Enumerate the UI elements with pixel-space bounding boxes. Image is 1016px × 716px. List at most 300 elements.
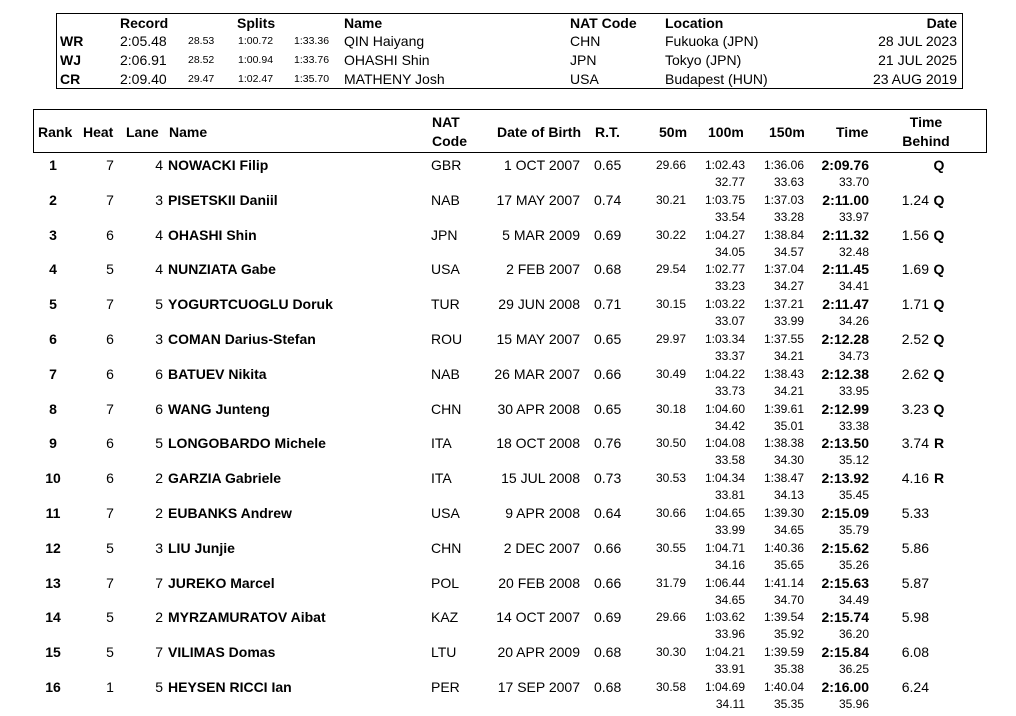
result-heat: 7 bbox=[106, 400, 114, 417]
result-nat: JPN bbox=[431, 226, 458, 243]
result-lane: 2 bbox=[155, 470, 163, 487]
result-split-d150: 35.65 bbox=[773, 557, 804, 572]
result-rt: 0.65 bbox=[594, 331, 622, 347]
result-row bbox=[33, 540, 987, 575]
result-heat: 5 bbox=[106, 644, 114, 661]
result-time: 2:15.74 bbox=[821, 609, 869, 626]
result-q: R bbox=[933, 435, 945, 452]
result-m100: 1:04.34 bbox=[704, 471, 745, 486]
result-dob: 2 DEC 2007 bbox=[503, 539, 580, 556]
result-time: 2:13.92 bbox=[821, 470, 869, 487]
result-q: R bbox=[933, 470, 945, 487]
result-name: JUREKO Marcel bbox=[168, 574, 275, 591]
result-behind: 5.98 bbox=[901, 609, 929, 626]
result-row bbox=[33, 679, 987, 714]
record-row bbox=[57, 32, 962, 51]
header-name: Name bbox=[169, 124, 208, 140]
result-time: 2:15.62 bbox=[821, 539, 869, 556]
result-m50: 30.30 bbox=[655, 645, 686, 660]
result-q: Q bbox=[933, 331, 945, 347]
result-split-d200: 35.96 bbox=[838, 697, 869, 711]
record-time: 2:05.48 bbox=[120, 33, 167, 49]
result-m50: 30.50 bbox=[655, 436, 686, 451]
result-m50: 29.54 bbox=[655, 262, 686, 277]
result-split-d200: 35.12 bbox=[838, 453, 869, 468]
records-header-splits: Splits bbox=[237, 15, 276, 31]
record-s3: 1:35.70 bbox=[294, 73, 330, 85]
result-time: 2:12.38 bbox=[821, 365, 869, 382]
result-name: MYRZAMURATOV Aibat bbox=[168, 609, 326, 626]
header-dob: Date of Birth bbox=[497, 124, 581, 140]
result-row bbox=[33, 609, 987, 644]
result-time: 2:15.63 bbox=[821, 574, 869, 591]
result-nat: NAB bbox=[431, 191, 460, 208]
result-rank: 16 bbox=[45, 679, 61, 695]
result-behind: 2.52 bbox=[901, 331, 929, 347]
result-lane: 5 bbox=[155, 296, 163, 313]
result-heat: 7 bbox=[106, 574, 114, 591]
result-nat: USA bbox=[431, 261, 460, 278]
header-time-behind-2: Behind bbox=[902, 133, 950, 149]
header-150m: 150m bbox=[769, 124, 805, 140]
result-time: 2:11.32 bbox=[822, 226, 869, 243]
result-rank: 15 bbox=[45, 644, 61, 661]
result-time: 2:12.99 bbox=[821, 400, 869, 417]
result-m150: 1:40.04 bbox=[763, 680, 804, 694]
result-m150: 1:39.30 bbox=[763, 506, 804, 520]
record-name: OHASHI Shin bbox=[344, 52, 430, 68]
result-nat: ITA bbox=[431, 470, 452, 487]
result-lane: 4 bbox=[155, 157, 163, 173]
record-row bbox=[57, 70, 962, 89]
result-m100: 1:04.27 bbox=[704, 227, 745, 242]
result-dob: 15 MAY 2007 bbox=[496, 331, 580, 347]
result-split-d150: 33.99 bbox=[773, 314, 804, 329]
result-m100: 1:04.60 bbox=[704, 401, 745, 416]
record-location: Tokyo (JPN) bbox=[665, 52, 742, 68]
result-m100: 1:04.69 bbox=[704, 680, 745, 694]
result-m50: 29.66 bbox=[655, 610, 686, 625]
result-name: HEYSEN RICCI Ian bbox=[168, 679, 292, 695]
record-time: 2:09.40 bbox=[120, 71, 167, 87]
result-heat: 7 bbox=[106, 505, 114, 521]
result-m50: 31.79 bbox=[655, 575, 686, 590]
result-split-d200: 33.95 bbox=[838, 383, 869, 398]
record-name: QIN Haiyang bbox=[344, 33, 425, 49]
result-dob: 2 FEB 2007 bbox=[506, 261, 580, 278]
result-q: Q bbox=[933, 261, 945, 278]
result-split-d100: 34.42 bbox=[714, 418, 745, 433]
result-split-d100: 33.07 bbox=[714, 314, 745, 329]
result-m150: 1:37.55 bbox=[763, 332, 804, 346]
result-split-d200: 34.41 bbox=[838, 279, 869, 294]
result-row bbox=[33, 227, 987, 262]
header-50m: 50m bbox=[659, 124, 688, 140]
result-nat: PER bbox=[431, 679, 460, 695]
result-m50: 29.66 bbox=[655, 158, 686, 172]
result-row bbox=[33, 575, 987, 610]
result-heat: 7 bbox=[106, 296, 114, 313]
result-split-d150: 35.01 bbox=[773, 418, 804, 433]
result-lane: 5 bbox=[155, 679, 163, 695]
result-behind: 6.08 bbox=[901, 644, 929, 661]
result-split-d150: 34.57 bbox=[773, 244, 804, 259]
result-behind: 5.86 bbox=[901, 539, 929, 556]
result-m150: 1:40.36 bbox=[763, 540, 804, 555]
result-lane: 3 bbox=[155, 191, 163, 208]
records-header-location: Location bbox=[665, 15, 724, 31]
result-dob: 18 OCT 2008 bbox=[496, 435, 580, 452]
result-m100: 1:04.21 bbox=[704, 645, 745, 660]
result-m150: 1:37.21 bbox=[763, 297, 804, 312]
record-date: 21 JUL 2025 bbox=[878, 52, 957, 68]
result-rt: 0.76 bbox=[594, 435, 622, 452]
result-q: Q bbox=[933, 400, 945, 417]
result-row bbox=[33, 470, 987, 505]
result-behind: 1.71 bbox=[901, 296, 929, 313]
result-rt: 0.66 bbox=[594, 539, 622, 556]
record-location: Budapest (HUN) bbox=[665, 71, 768, 87]
result-rt: 0.68 bbox=[594, 644, 622, 661]
result-m150: 1:39.61 bbox=[763, 401, 804, 416]
result-m50: 30.55 bbox=[655, 540, 686, 555]
record-date: 23 AUG 2019 bbox=[872, 71, 957, 87]
result-rank: 5 bbox=[49, 296, 57, 313]
result-behind: 2.62 bbox=[901, 365, 929, 382]
result-behind: 1.69 bbox=[901, 261, 929, 278]
result-row bbox=[33, 261, 987, 296]
result-dob: 9 APR 2008 bbox=[505, 505, 580, 521]
header-time-behind-1: Time bbox=[909, 114, 943, 130]
result-m100: 1:04.22 bbox=[704, 366, 745, 381]
records-header-date: Date bbox=[926, 15, 957, 31]
result-split-d200: 34.49 bbox=[838, 592, 869, 607]
record-s2: 1:00.94 bbox=[238, 54, 274, 66]
result-split-d100: 33.73 bbox=[714, 383, 745, 398]
result-split-d100: 33.99 bbox=[714, 523, 745, 537]
result-nat: ITA bbox=[431, 435, 452, 452]
result-rt: 0.65 bbox=[594, 157, 622, 173]
result-rt: 0.65 bbox=[594, 400, 622, 417]
result-name: LONGOBARDO Michele bbox=[168, 435, 326, 452]
records-header-nat: NAT Code bbox=[570, 15, 637, 31]
result-m100: 1:06.44 bbox=[704, 575, 745, 590]
result-split-d200: 33.97 bbox=[838, 209, 869, 224]
result-nat: TUR bbox=[431, 296, 460, 313]
result-split-d200: 35.79 bbox=[838, 523, 869, 537]
result-heat: 5 bbox=[106, 261, 114, 278]
record-nat: CHN bbox=[570, 33, 601, 49]
result-m50: 30.58 bbox=[655, 680, 686, 694]
result-split-d100: 33.91 bbox=[714, 662, 745, 677]
result-q: Q bbox=[933, 296, 945, 313]
result-split-d200: 32.48 bbox=[838, 244, 869, 259]
result-split-d150: 35.38 bbox=[773, 662, 804, 677]
result-m100: 1:04.08 bbox=[704, 436, 745, 451]
result-time: 2:11.00 bbox=[822, 191, 869, 208]
result-split-d100: 33.54 bbox=[714, 209, 745, 224]
result-rank: 12 bbox=[45, 539, 61, 556]
result-split-d150: 34.70 bbox=[773, 592, 804, 607]
result-split-d150: 34.27 bbox=[773, 279, 804, 294]
result-row bbox=[33, 644, 987, 679]
record-name: MATHENY Josh bbox=[344, 71, 445, 87]
record-code: WR bbox=[60, 33, 84, 49]
result-split-d100: 33.23 bbox=[714, 279, 745, 294]
result-split-d150: 34.65 bbox=[773, 523, 804, 537]
header-code: Code bbox=[432, 133, 467, 149]
result-rank: 10 bbox=[45, 470, 61, 487]
result-m100: 1:03.62 bbox=[704, 610, 745, 625]
result-dob: 29 JUN 2008 bbox=[498, 296, 580, 313]
result-heat: 6 bbox=[106, 435, 114, 452]
result-dob: 26 MAR 2007 bbox=[494, 365, 580, 382]
result-m150: 1:41.14 bbox=[763, 575, 804, 590]
record-s3: 1:33.36 bbox=[294, 35, 330, 47]
result-m50: 30.66 bbox=[655, 506, 686, 520]
record-s1: 28.53 bbox=[188, 35, 215, 47]
result-row bbox=[33, 435, 987, 470]
result-lane: 7 bbox=[155, 644, 163, 661]
result-m50: 30.21 bbox=[655, 192, 686, 207]
result-dob: 17 MAY 2007 bbox=[496, 191, 580, 208]
result-behind: 6.24 bbox=[901, 679, 929, 695]
result-heat: 5 bbox=[106, 609, 114, 626]
result-rank: 9 bbox=[49, 435, 57, 452]
result-split-d100: 34.11 bbox=[715, 697, 745, 711]
result-m50: 30.15 bbox=[655, 297, 686, 312]
records-table bbox=[56, 13, 963, 89]
result-time: 2:11.47 bbox=[822, 296, 869, 313]
result-nat: ROU bbox=[431, 331, 463, 347]
result-split-d200: 35.26 bbox=[838, 557, 869, 572]
result-m100: 1:03.75 bbox=[704, 192, 745, 207]
result-m150: 1:38.84 bbox=[763, 227, 804, 242]
result-dob: 14 OCT 2007 bbox=[496, 609, 580, 626]
record-time: 2:06.91 bbox=[120, 52, 167, 68]
header-heat: Heat bbox=[83, 124, 114, 140]
result-split-d200: 36.20 bbox=[838, 627, 869, 642]
result-lane: 5 bbox=[155, 435, 163, 452]
result-split-d100: 34.16 bbox=[714, 557, 745, 572]
result-name: EUBANKS Andrew bbox=[168, 505, 292, 521]
record-s2: 1:00.72 bbox=[238, 35, 274, 47]
result-split-d200: 35.45 bbox=[838, 488, 869, 503]
result-lane: 4 bbox=[155, 261, 163, 278]
result-behind: 3.74 bbox=[901, 435, 929, 452]
records-header-record: Record bbox=[120, 15, 169, 31]
result-name: LIU Junjie bbox=[168, 539, 235, 556]
result-q: Q bbox=[933, 191, 945, 208]
result-nat: POL bbox=[431, 574, 460, 591]
result-split-d150: 34.13 bbox=[773, 488, 804, 503]
result-nat: CHN bbox=[431, 400, 462, 417]
result-rank: 6 bbox=[49, 331, 57, 347]
result-heat: 6 bbox=[106, 365, 114, 382]
result-name: WANG Junteng bbox=[168, 400, 270, 417]
result-m100: 1:03.22 bbox=[704, 297, 745, 312]
record-s1: 28.52 bbox=[188, 54, 215, 66]
result-row bbox=[33, 157, 987, 192]
result-rt: 0.74 bbox=[594, 191, 622, 208]
header-rank: Rank bbox=[38, 124, 73, 140]
result-lane: 6 bbox=[155, 400, 163, 417]
result-behind: 5.33 bbox=[901, 505, 929, 521]
result-rt: 0.69 bbox=[594, 609, 622, 626]
record-date: 28 JUL 2023 bbox=[878, 33, 957, 49]
result-m100: 1:04.65 bbox=[704, 506, 745, 520]
result-m50: 30.49 bbox=[655, 366, 686, 381]
result-behind: 1.24 bbox=[901, 191, 929, 208]
result-behind: 4.16 bbox=[901, 470, 929, 487]
records-header-name: Name bbox=[344, 15, 383, 31]
record-s1: 29.47 bbox=[188, 73, 215, 85]
result-lane: 2 bbox=[155, 505, 163, 521]
result-m50: 29.97 bbox=[655, 332, 686, 346]
result-rank: 8 bbox=[49, 400, 57, 417]
result-split-d150: 34.21 bbox=[773, 349, 804, 363]
result-name: COMAN Darius-Stefan bbox=[168, 331, 316, 347]
record-nat: JPN bbox=[570, 52, 597, 68]
result-name: YOGURTCUOGLU Doruk bbox=[168, 296, 333, 313]
result-dob: 17 SEP 2007 bbox=[497, 679, 580, 695]
result-split-d200: 36.25 bbox=[838, 662, 869, 677]
result-split-d200: 34.26 bbox=[838, 314, 869, 329]
result-split-d150: 34.30 bbox=[773, 453, 804, 468]
header-100m: 100m bbox=[708, 124, 744, 140]
result-q: Q bbox=[933, 226, 945, 243]
result-m100: 1:02.43 bbox=[704, 158, 745, 172]
result-heat: 6 bbox=[106, 331, 114, 347]
result-m100: 1:03.34 bbox=[704, 332, 745, 346]
result-rank: 3 bbox=[49, 226, 57, 243]
header-nat: NAT bbox=[432, 114, 460, 130]
result-rt: 0.73 bbox=[594, 470, 622, 487]
result-rt: 0.66 bbox=[594, 365, 622, 382]
result-time: 2:13.50 bbox=[821, 435, 869, 452]
result-rank: 4 bbox=[49, 261, 57, 278]
result-dob: 20 FEB 2008 bbox=[498, 574, 580, 591]
result-name: VILIMAS Domas bbox=[168, 644, 276, 661]
result-lane: 6 bbox=[155, 365, 163, 382]
result-rt: 0.69 bbox=[594, 226, 622, 243]
result-split-d200: 33.38 bbox=[838, 418, 869, 433]
result-rank: 2 bbox=[49, 191, 57, 208]
result-name: PISETSKII Daniil bbox=[168, 191, 278, 208]
result-time: 2:15.84 bbox=[821, 644, 869, 661]
result-m150: 1:39.54 bbox=[763, 610, 804, 625]
result-split-d150: 35.35 bbox=[773, 697, 804, 711]
result-m150: 1:36.06 bbox=[763, 158, 804, 172]
result-m150: 1:38.43 bbox=[763, 366, 804, 381]
result-lane: 7 bbox=[155, 574, 163, 591]
result-q: Q bbox=[933, 157, 945, 173]
result-split-d150: 33.63 bbox=[773, 175, 804, 189]
result-m150: 1:37.04 bbox=[763, 262, 804, 277]
result-nat: USA bbox=[431, 505, 460, 521]
result-m50: 30.53 bbox=[655, 471, 686, 486]
result-split-d100: 34.65 bbox=[714, 592, 745, 607]
result-rank: 1 bbox=[49, 157, 57, 173]
record-nat: USA bbox=[570, 71, 599, 87]
result-name: OHASHI Shin bbox=[168, 226, 257, 243]
header-time: Time bbox=[836, 124, 869, 140]
result-nat: KAZ bbox=[431, 609, 459, 626]
result-split-d200: 34.73 bbox=[838, 349, 869, 363]
result-dob: 30 APR 2008 bbox=[497, 400, 580, 417]
result-split-d100: 33.58 bbox=[714, 453, 745, 468]
result-q: Q bbox=[933, 365, 945, 382]
result-dob: 1 OCT 2007 bbox=[503, 157, 580, 173]
result-m150: 1:38.47 bbox=[763, 471, 804, 486]
record-s3: 1:33.76 bbox=[294, 54, 330, 66]
result-split-d150: 33.28 bbox=[773, 209, 804, 224]
header-rt: R.T. bbox=[595, 124, 620, 140]
result-lane: 2 bbox=[155, 609, 163, 626]
result-time: 2:12.28 bbox=[821, 331, 869, 347]
result-row bbox=[33, 331, 987, 366]
result-heat: 7 bbox=[106, 191, 114, 208]
result-behind: 3.23 bbox=[901, 400, 929, 417]
result-rank: 14 bbox=[45, 609, 61, 626]
result-split-d100: 33.81 bbox=[714, 488, 745, 503]
result-dob: 20 APR 2009 bbox=[497, 644, 580, 661]
result-time: 2:11.45 bbox=[822, 261, 869, 278]
record-row bbox=[57, 51, 962, 70]
result-m150: 1:38.38 bbox=[763, 436, 804, 451]
result-nat: NAB bbox=[431, 365, 460, 382]
result-heat: 6 bbox=[106, 470, 114, 487]
result-split-d150: 34.21 bbox=[773, 383, 804, 398]
result-rt: 0.68 bbox=[594, 261, 622, 278]
result-behind: 1.56 bbox=[901, 226, 929, 243]
result-rt: 0.71 bbox=[594, 296, 622, 313]
result-row bbox=[33, 192, 987, 227]
result-rt: 0.64 bbox=[594, 505, 622, 521]
result-rt: 0.66 bbox=[594, 574, 622, 591]
result-m100: 1:02.77 bbox=[704, 262, 745, 277]
result-nat: CHN bbox=[431, 539, 462, 556]
result-name: NOWACKI Filip bbox=[168, 157, 269, 173]
result-m100: 1:04.71 bbox=[704, 540, 745, 555]
result-dob: 5 MAR 2009 bbox=[502, 226, 580, 243]
result-split-d100: 33.96 bbox=[714, 627, 745, 642]
record-s2: 1:02.47 bbox=[238, 73, 274, 85]
result-m150: 1:39.59 bbox=[763, 645, 804, 660]
result-split-d100: 32.77 bbox=[714, 175, 745, 189]
record-code: WJ bbox=[60, 52, 81, 68]
result-nat: GBR bbox=[431, 157, 462, 173]
result-nat: LTU bbox=[431, 644, 457, 661]
result-rank: 11 bbox=[45, 505, 61, 521]
result-time: 2:16.00 bbox=[821, 679, 869, 695]
record-location: Fukuoka (JPN) bbox=[665, 33, 759, 49]
result-m150: 1:37.03 bbox=[763, 192, 804, 207]
result-split-d200: 33.70 bbox=[838, 175, 869, 189]
result-name: GARZIA Gabriele bbox=[168, 470, 282, 487]
result-m50: 30.22 bbox=[655, 227, 686, 242]
result-split-d100: 34.05 bbox=[714, 244, 745, 259]
result-rt: 0.68 bbox=[594, 679, 622, 695]
result-lane: 4 bbox=[155, 226, 163, 243]
result-name: NUNZIATA Gabe bbox=[168, 261, 276, 278]
result-row bbox=[33, 401, 987, 436]
result-lane: 3 bbox=[155, 539, 163, 556]
result-row bbox=[33, 505, 987, 540]
result-time: 2:09.76 bbox=[821, 157, 869, 173]
header-lane: Lane bbox=[126, 124, 159, 140]
result-split-d100: 33.37 bbox=[714, 349, 745, 363]
